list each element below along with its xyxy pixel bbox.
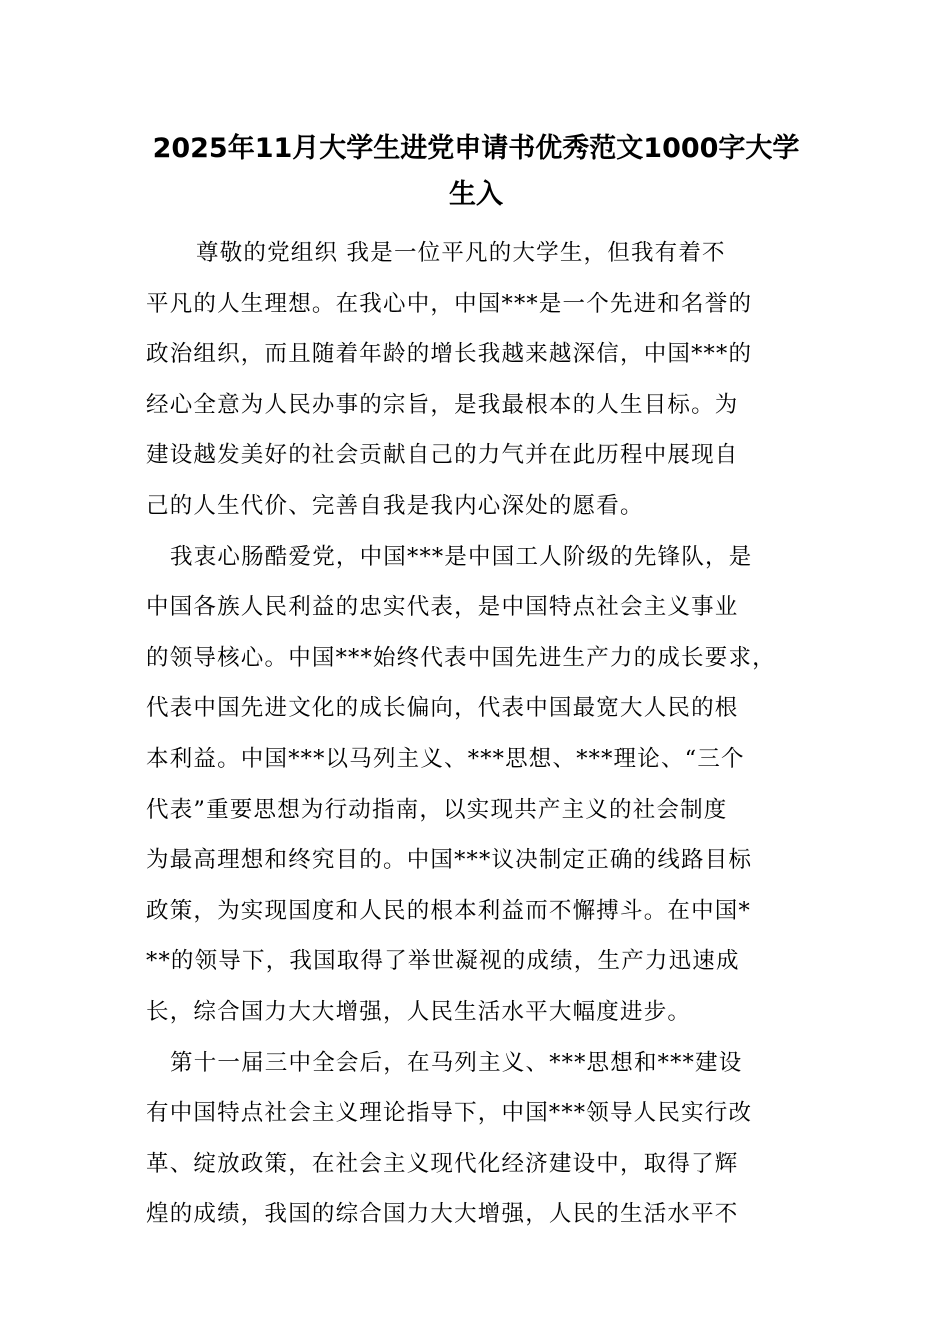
body-line: 的领导核心。中国***始终代表中国先进生产力的成长要求， bbox=[146, 644, 776, 671]
body-line: 长，综合国力大大增强，人民生活水平大幅度进步。 bbox=[146, 998, 692, 1025]
body-line: 有中国特点社会主义理论指导下，中国***领导人民实行改 bbox=[146, 1100, 753, 1127]
body-line: 第十一届三中全会后，在马列主义、***思想和***建设 bbox=[170, 1049, 743, 1076]
body-line: 尊敬的党组织 我是一位平凡的大学生，但我有着不 bbox=[196, 240, 726, 266]
body-line: 己的人生代价、完善自我是我内心深处的愿看。 bbox=[146, 492, 644, 519]
document-title: 2025年11月大学生进党申请书优秀范文1000字大学生入 bbox=[152, 133, 800, 210]
body-line: 我衷心肠酷爱党，中国***是中国工人阶级的先锋队，是 bbox=[170, 543, 753, 570]
body-line: 平凡的人生理想。在我心中，中国***是一个先进和名誉的 bbox=[146, 290, 753, 317]
body-line: 为最高理想和终究目的。中国***议决制定正确的线路目标 bbox=[146, 847, 753, 874]
body-line: 政治组织，而且随着年龄的增长我越来越深信，中国***的 bbox=[146, 341, 753, 368]
body-line: 煌的成绩，我国的综合国力大大增强，人民的生活水平不 bbox=[146, 1201, 739, 1228]
body-line: 革、绽放政策，在社会主义现代化经济建设中，取得了辉 bbox=[146, 1150, 739, 1177]
body-line: 代表中国先进文化的成长偏向，代表中国最宽大人民的根 bbox=[146, 695, 739, 722]
body-line: 经心全意为人民办事的宗旨，是我最根本的人生目标。为 bbox=[146, 391, 739, 418]
body-line: 建设越发美好的社会贡献自己的力气并在此历程中展现自 bbox=[146, 442, 739, 469]
body-line: 政策，为实现国度和人民的根本利益而不懈搏斗。在中国* bbox=[146, 897, 751, 924]
body-line: **的领导下，我国取得了举世凝视的成绩，生产力迅速成 bbox=[146, 948, 740, 975]
body-line: 代表”重要思想为行动指南，以实现共产主义的社会制度 bbox=[146, 796, 728, 823]
body-line: 中国各族人民利益的忠实代表，是中国特点社会主义事业 bbox=[146, 594, 739, 621]
body-line: 本利益。中国***以马列主义、***思想、***理论、“三个 bbox=[146, 745, 745, 772]
document-body bbox=[146, 228, 814, 1240]
